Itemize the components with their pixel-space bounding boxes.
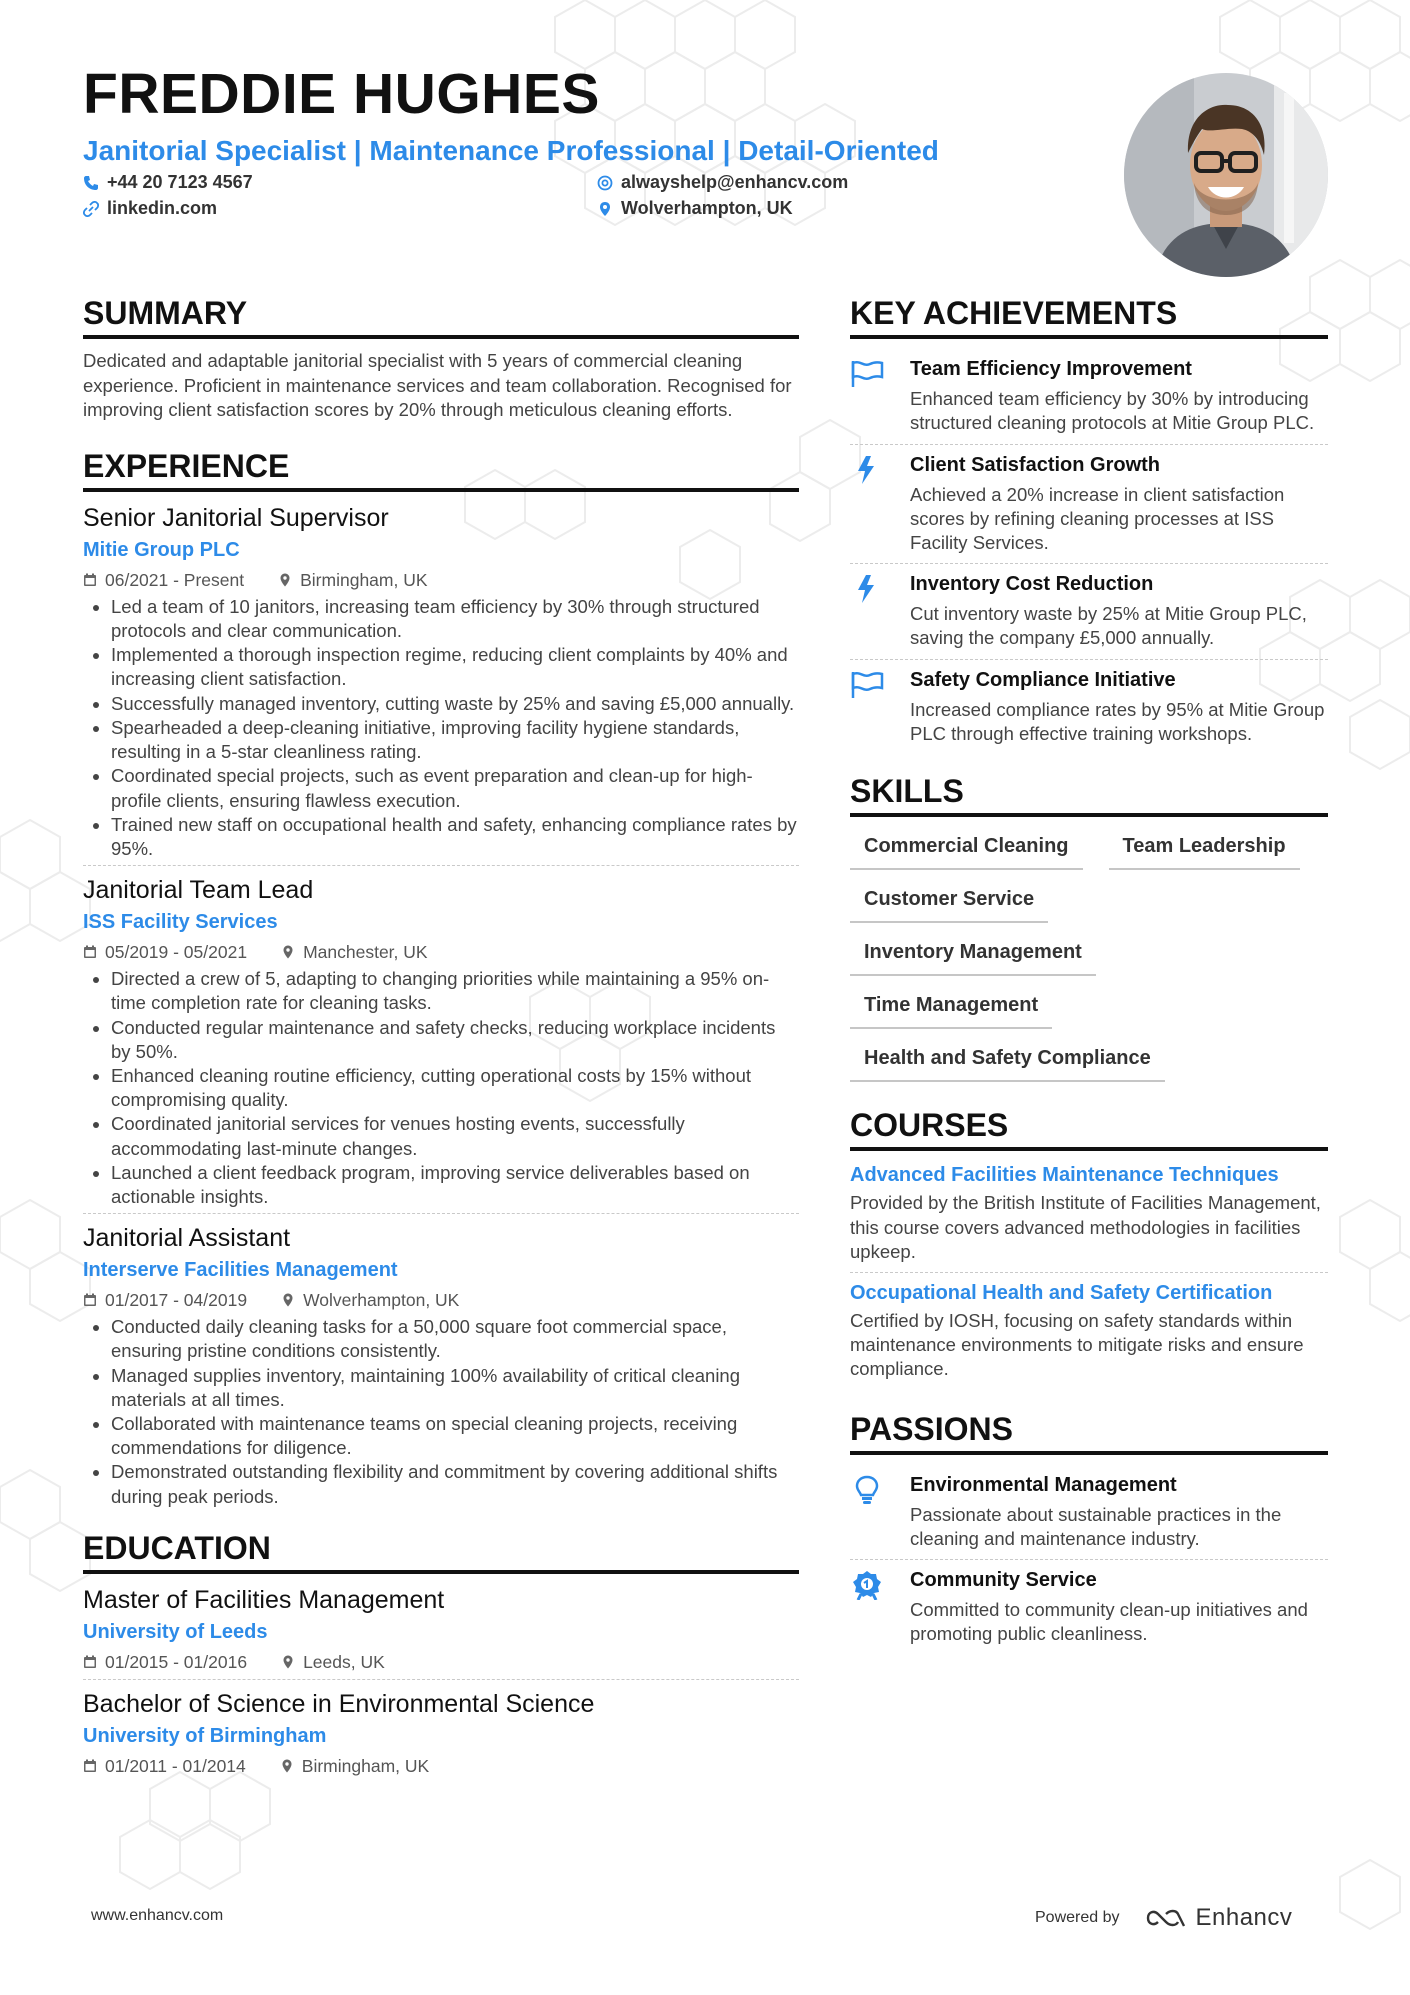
job-bullets [83,967,799,1209]
job-dates: 06/2021 - Present [105,569,245,590]
skill-tag: Inventory Management [850,933,1096,976]
calendar-icon [83,573,97,587]
job-location: Wolverhampton, UK [303,1290,460,1311]
achievement-item [850,564,1328,659]
achievement-title: Client Satisfaction Growth [910,453,1161,476]
footer-website[interactable]: www.enhancv.com [91,1907,224,1924]
link-icon [83,201,99,217]
passions-heading: PASSIONS [850,1412,1328,1455]
skill-tag: Customer Service [850,880,1048,923]
candidate-location: Wolverhampton, UK [621,198,793,218]
job-bullet: • Implemented a thorough inspection regime, reducing client complaints by 40% and increasing client satisfaction. [111,643,799,691]
job-bullet: • Led a team of 10 janitors, increasing team efficiency by 30% through structured protocols and clear communication. [111,595,799,643]
job-bullet: • Launched a client feedback program, improving service deliverables based on actionable insights. [111,1161,799,1209]
award-badge-icon [850,1570,884,1600]
achievement-title: Safety Compliance Initiative [910,668,1176,691]
brand-logo[interactable] [1144,1904,1293,1932]
achievement-title: Team Efficiency Improvement [910,358,1192,381]
skill-tag: Time Management [850,986,1052,1029]
degree-title: Master of Facilities Management [83,1585,445,1614]
calendar-icon [83,945,97,959]
job-bullet: • Enhanced cleaning routine efficiency, cutting operational costs by 15% without compromising quality. [111,1064,799,1112]
job-bullet: • Demonstrated outstanding flexibility and commitment by covering additional shifts during peak periods. [111,1460,799,1508]
email-contact[interactable] [597,172,848,193]
phone-icon [83,175,99,191]
lightbulb-icon [850,1475,884,1505]
key-achievements-heading: KEY ACHIEVEMENTS [850,296,1328,339]
location-pin-icon [597,201,613,217]
flag-icon [850,359,884,389]
profile-photo [1124,73,1328,277]
flag-icon [850,670,884,700]
achievement-desc: Enhanced team efficiency by 30% by introducing structured cleaning protocols at Mitie Group PLC. [910,388,1315,434]
courses-heading: COURSES [850,1108,1328,1151]
education-meta [83,1753,799,1779]
summary-text: Dedicated and adaptable janitorial specialist with 5 years of commercial cleaning experience. Proficient in maintenance services and team collaboration. Recognised for improving client satisfaction scores by 20% through meticulous cleaning efforts. [83,350,792,421]
job-title: Janitorial Team Lead [83,876,314,905]
job-meta [83,1287,799,1313]
lightning-icon [850,574,884,604]
experience-section [83,449,799,1513]
key-achievements-section [850,296,1328,754]
job-bullet: • Coordinated special projects, such as event preparation and clean-up for high-profile clients, ensuring flawless execution. [111,764,799,812]
passion-item [850,1465,1328,1560]
job-bullet: • Directed a crew of 5, adapting to changing priorities while maintaining a 95% on-time completion rate for cleaning tasks. [111,967,799,1015]
job-bullets [83,595,799,861]
job-entry [83,874,799,1214]
job-meta [83,939,799,965]
course-desc: Certified by IOSH, focusing on safety standards within maintenance environments to mitigate risks and ensure compliance. [850,1310,1304,1380]
passion-item [850,1560,1328,1654]
job-bullet: • Collaborated with maintenance teams on special cleaning projects, receiving commendations for diligence. [111,1412,799,1460]
location-pin-icon [280,1759,294,1773]
achievement-item [850,445,1328,565]
skills-list [850,827,1328,1082]
linkedin-link[interactable]: linkedin.com [107,198,218,218]
education-dates: 01/2015 - 01/2016 [105,1651,248,1672]
course-item [850,1161,1328,1273]
achievement-title: Inventory Cost Reduction [910,573,1154,596]
location-contact [597,198,793,219]
job-dates: 05/2019 - 05/2021 [105,942,248,963]
education-location: Birmingham, UK [301,1755,430,1776]
job-entry [83,502,799,866]
calendar-icon [83,1655,97,1669]
location-pin-icon [278,573,292,587]
achievement-item [850,349,1328,444]
brand-name: Enhancv [1195,1904,1293,1931]
job-entry [83,1222,799,1513]
job-bullet: • Coordinated janitorial services for venues hosting events, successfully accommodating last-minute changes. [111,1112,799,1160]
job-location: Birmingham, UK [300,569,428,590]
calendar-icon [83,1293,97,1307]
achievement-desc: Cut inventory waste by 25% at Mitie Group PLC, saving the company £5,000 annually. [910,603,1307,649]
location-pin-icon [281,1293,295,1307]
course-item [850,1279,1328,1390]
skill-tag: Health and Safety Compliance [850,1039,1165,1082]
job-bullets [83,1315,799,1509]
job-bullet: • Successfully managed inventory, cutting waste by 25% and saving £5,000 annually. [111,692,799,716]
education-entry [83,1688,799,1783]
education-section [83,1531,799,1783]
company-name: Interserve Facilities Management [83,1259,398,1282]
powered-by-label: Powered by [1035,1909,1120,1926]
skill-tag: Commercial Cleaning [850,827,1083,870]
course-title: Occupational Health and Safety Certification [850,1282,1273,1304]
passion-title: Environmental Management [910,1473,1177,1496]
achievement-desc: Increased compliance rates by 95% at Mitie Group PLC through effective training workshops. [910,698,1325,744]
phone-contact [83,172,253,193]
enhancv-logo-icon [1144,1906,1188,1930]
passion-desc: Committed to community clean-up initiatives and promoting public cleanliness. [910,1599,1308,1645]
lightning-icon [850,455,884,485]
summary-section [83,296,799,423]
summary-heading: SUMMARY [83,296,799,339]
job-dates: 01/2017 - 04/2019 [105,1290,248,1311]
at-sign-icon [597,175,613,191]
course-title: Advanced Facilities Maintenance Techniques [850,1164,1279,1187]
achievement-item [850,660,1328,754]
phone-number: +44 20 7123 4567 [107,172,253,192]
achievement-desc: Achieved a 20% increase in client satisfaction scores by refining cleaning processes at ISS Facility Services. [910,483,1285,553]
education-heading: EDUCATION [83,1531,799,1574]
courses-section [850,1108,1328,1389]
email-address[interactable]: alwayshelp@enhancv.com [621,172,849,192]
linkedin-contact[interactable] [83,198,217,219]
job-bullet: • Conducted daily cleaning tasks for a 50,000 square foot commercial space, ensuring pristine conditions consistently. [111,1315,799,1363]
school-name: University of Leeds [83,1620,268,1643]
education-entry [83,1584,799,1680]
company-name: ISS Facility Services [83,911,278,934]
education-dates: 01/2011 - 01/2014 [105,1755,246,1776]
skills-heading: SKILLS [850,774,1328,817]
job-bullet: • Conducted regular maintenance and safety checks, reducing workplace incidents by 50%. [111,1016,799,1064]
location-pin-icon [281,1655,295,1669]
school-name: University of Birmingham [83,1724,327,1747]
footer-branding [1035,1904,1292,1932]
location-pin-icon [281,945,295,959]
candidate-tagline: Janitorial Specialist | Maintenance Professional | Detail-Oriented [83,135,939,166]
calendar-icon [83,1759,97,1773]
company-name: Mitie Group PLC [83,538,240,561]
candidate-name: FREDDIE HUGHES [83,62,600,126]
skill-tag: Team Leadership [1109,827,1300,870]
course-desc: Provided by the British Institute of Facilities Management, this course covers advanced methodologies in facilities upkeep. [850,1192,1321,1262]
job-location: Manchester, UK [303,942,428,963]
job-bullet: • Spearheaded a deep-cleaning initiative, improving facility hygiene standards, resulting in a 5-star cleanliness rating. [111,716,799,764]
skills-section [850,774,1328,1082]
passion-desc: Passionate about sustainable practices in the cleaning and maintenance industry. [910,1503,1282,1549]
passion-title: Community Service [910,1569,1097,1592]
education-meta [83,1649,799,1675]
experience-heading: EXPERIENCE [83,449,799,492]
job-bullet: • Trained new staff on occupational health and safety, enhancing compliance rates by 95%. [111,813,799,861]
degree-title: Bachelor of Science in Environmental Science [83,1689,595,1718]
job-title: Janitorial Assistant [83,1224,291,1253]
job-title: Senior Janitorial Supervisor [83,503,389,532]
passions-section [850,1412,1328,1655]
education-location: Leeds, UK [303,1651,385,1672]
job-meta [83,567,799,593]
job-bullet: • Managed supplies inventory, maintaining 100% availability of critical cleaning materials at all times. [111,1364,799,1412]
